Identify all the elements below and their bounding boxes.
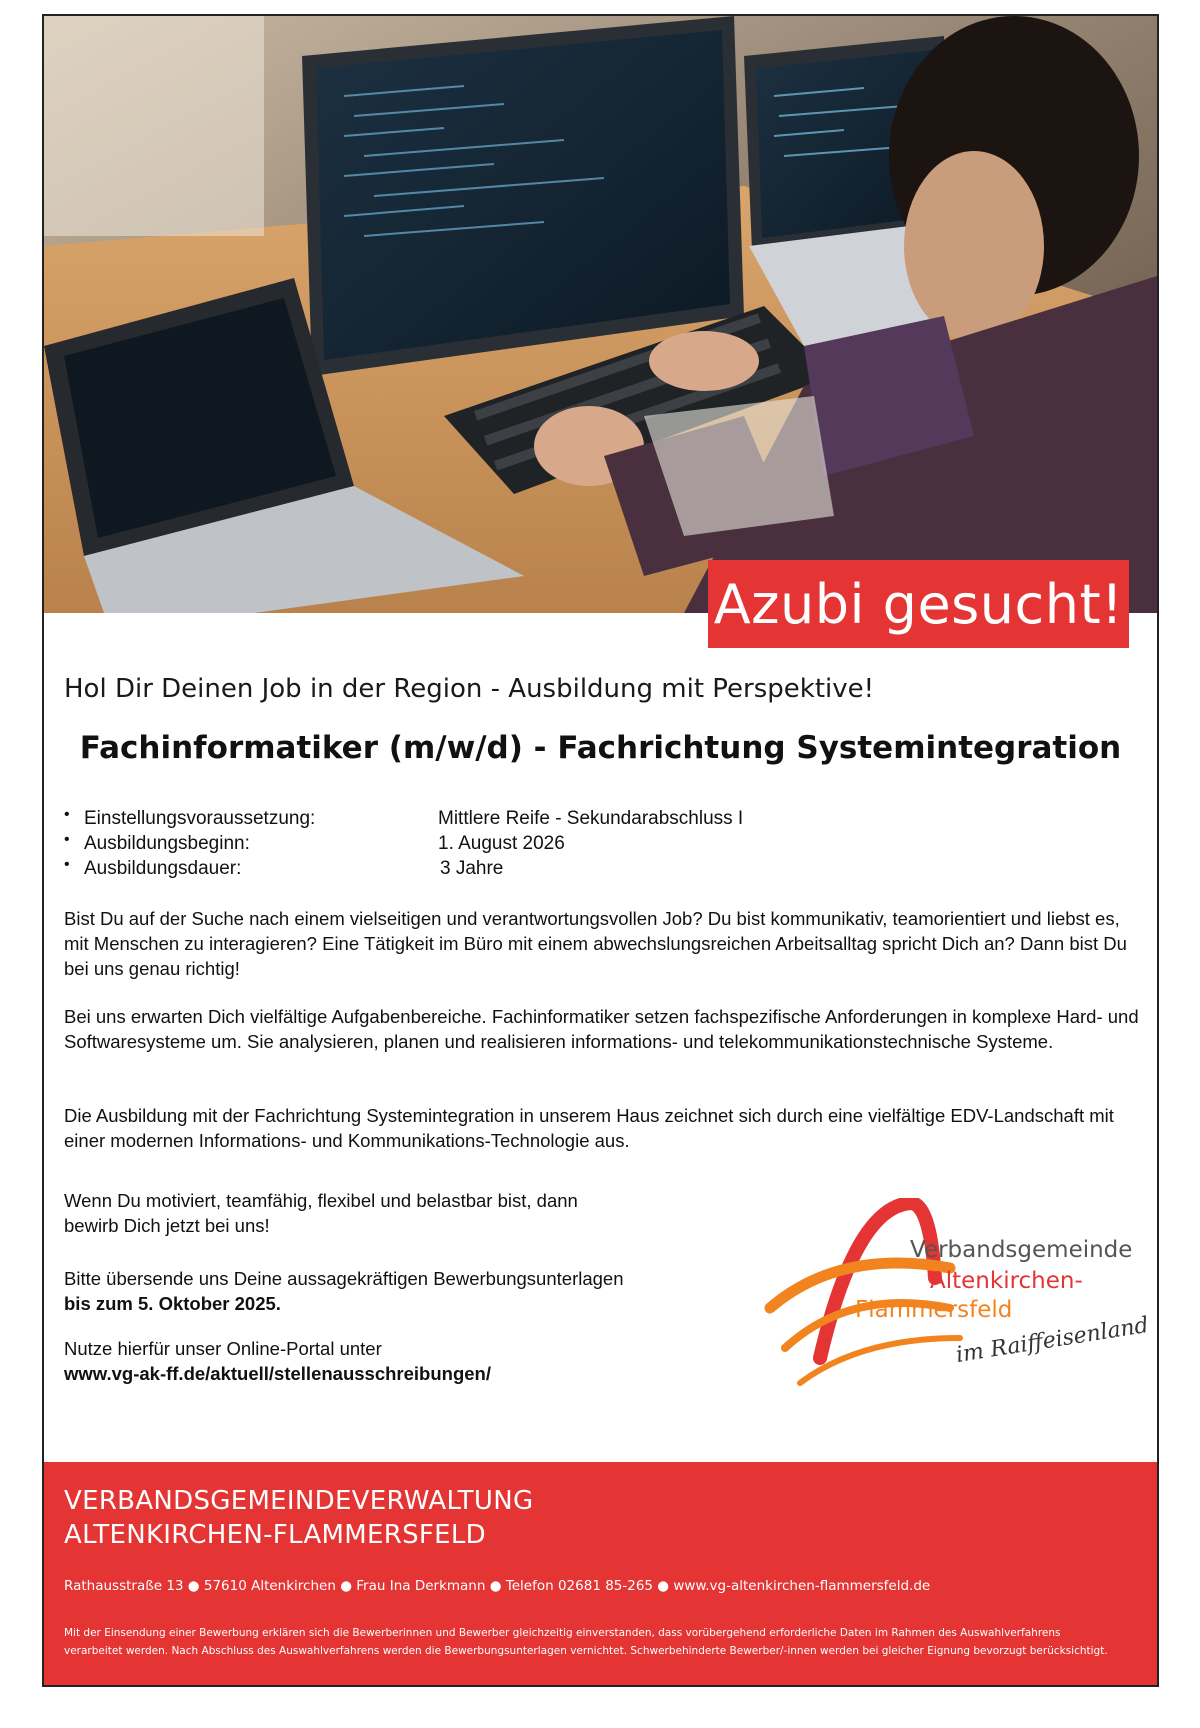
- job-title: Fachinformatiker (m/w/d) - Fachrichtung Systemintegration: [79, 730, 1122, 766]
- bullet-icon: •: [64, 856, 70, 873]
- bullet-icon: •: [64, 806, 70, 823]
- job-posting: [42, 14, 1159, 1687]
- headline-text: Azubi gesucht!: [713, 572, 1124, 636]
- fact-value: Mittlere Reife - Sekundarabschluss I: [438, 808, 744, 829]
- footer: [44, 1462, 1157, 1687]
- fact-label: Ausbildungsdauer:: [84, 858, 242, 879]
- deadline-text: Bitte übersende uns Deine aussagekräftigen Bewerbungsunterlagen: [64, 1268, 624, 1289]
- portal-text: Nutze hierfür unser Online-Portal unter: [64, 1338, 382, 1359]
- developer-at-desk-illustration: [44, 16, 1157, 613]
- municipality-logo: [760, 1198, 1159, 1418]
- footer-org-line2: ALTENKIRCHEN-FLAMMERSFELD: [64, 1520, 486, 1550]
- headline-banner: [708, 560, 1129, 648]
- paragraph-intro: Bist Du auf der Suche nach einem vielseitigen und verantwortungsvollen Job? Du bist kommunikativ, teamorientiert und liebst es, mit Menschen zu interagieren? Eine Tätigkeit im Büro mit einem abwechslungsreichen Arbeitsalltag spricht Dich an? Dann bist Du bei uns genau richtig!: [64, 908, 1127, 979]
- paragraph-training: Die Ausbildung mit der Fachrichtung Systemintegration in unserem Haus zeichnet sich durch eine vielfältige EDV-Landschaft mit einer modernen Informations- und Kommunikations-Technologie aus.: [64, 1105, 1114, 1151]
- deadline-date: bis zum 5. Oktober 2025.: [64, 1293, 281, 1314]
- footer-org-line1: VERBANDSGEMEINDEVERWALTUNG: [64, 1486, 534, 1516]
- bullet-icon: •: [64, 831, 70, 848]
- logo-slogan: im Raiffeisenland: [954, 1312, 1151, 1369]
- paragraph-portal: [64, 1336, 664, 1386]
- logo-text-line1: Verbandsgemeinde: [910, 1237, 1133, 1263]
- fact-label: Einstellungsvoraussetzung:: [84, 808, 316, 829]
- logo-text-line3: Flammersfeld: [855, 1297, 1013, 1323]
- paragraph-tasks: Bei uns erwarten Dich vielfältige Aufgabenbereiche. Fachinformatiker setzen fachspezifische Anforderungen in komplexe Hard- und Softwaresysteme um. Sie analysieren, planen und realisieren informations- und telekommunikationstechnische Systeme.: [64, 1006, 1139, 1052]
- fact-value: 3 Jahre: [440, 858, 504, 879]
- paragraph-call-to-action: Wenn Du motiviert, teamfähig, flexibel und belastbar bist, dann bewirb Dich jetzt bei uns!: [64, 1190, 578, 1236]
- portal-link[interactable]: www.vg-ak-ff.de/aktuell/stellenausschreibungen/: [64, 1363, 491, 1384]
- footer-privacy-note: Mit der Einsendung einer Bewerbung erklären sich die Bewerberinnen und Bewerber gleichzeitig einverstanden, dass vorübergehend erforderliche Daten im Rahmen des Auswahlverfahrens verarbeitet werden. Nach Abschluss des Auswahlverfahrens werden die Bewerbungsunterlagen vernichtet. Schwerbehinderte Bewerber/-innen werden bei gleicher Eignung bevorzugt berücksichtigt.: [64, 1627, 1108, 1657]
- footer-contact: Rathausstraße 13 ● 57610 Altenkirchen ● Frau Ina Derkmann ● Telefon 02681 85-265 ● www.vg-altenkirchen-flammersfeld.de: [64, 1578, 931, 1594]
- paragraph-deadline: [64, 1266, 624, 1316]
- tagline: Hol Dir Deinen Job in der Region - Ausbildung mit Perspektive!: [64, 674, 875, 704]
- fact-label: Ausbildungsbeginn:: [84, 833, 250, 854]
- logo-text-line2: Altenkirchen-: [930, 1268, 1083, 1294]
- fact-value: 1. August 2026: [438, 833, 565, 854]
- hero-photo: [44, 16, 1157, 613]
